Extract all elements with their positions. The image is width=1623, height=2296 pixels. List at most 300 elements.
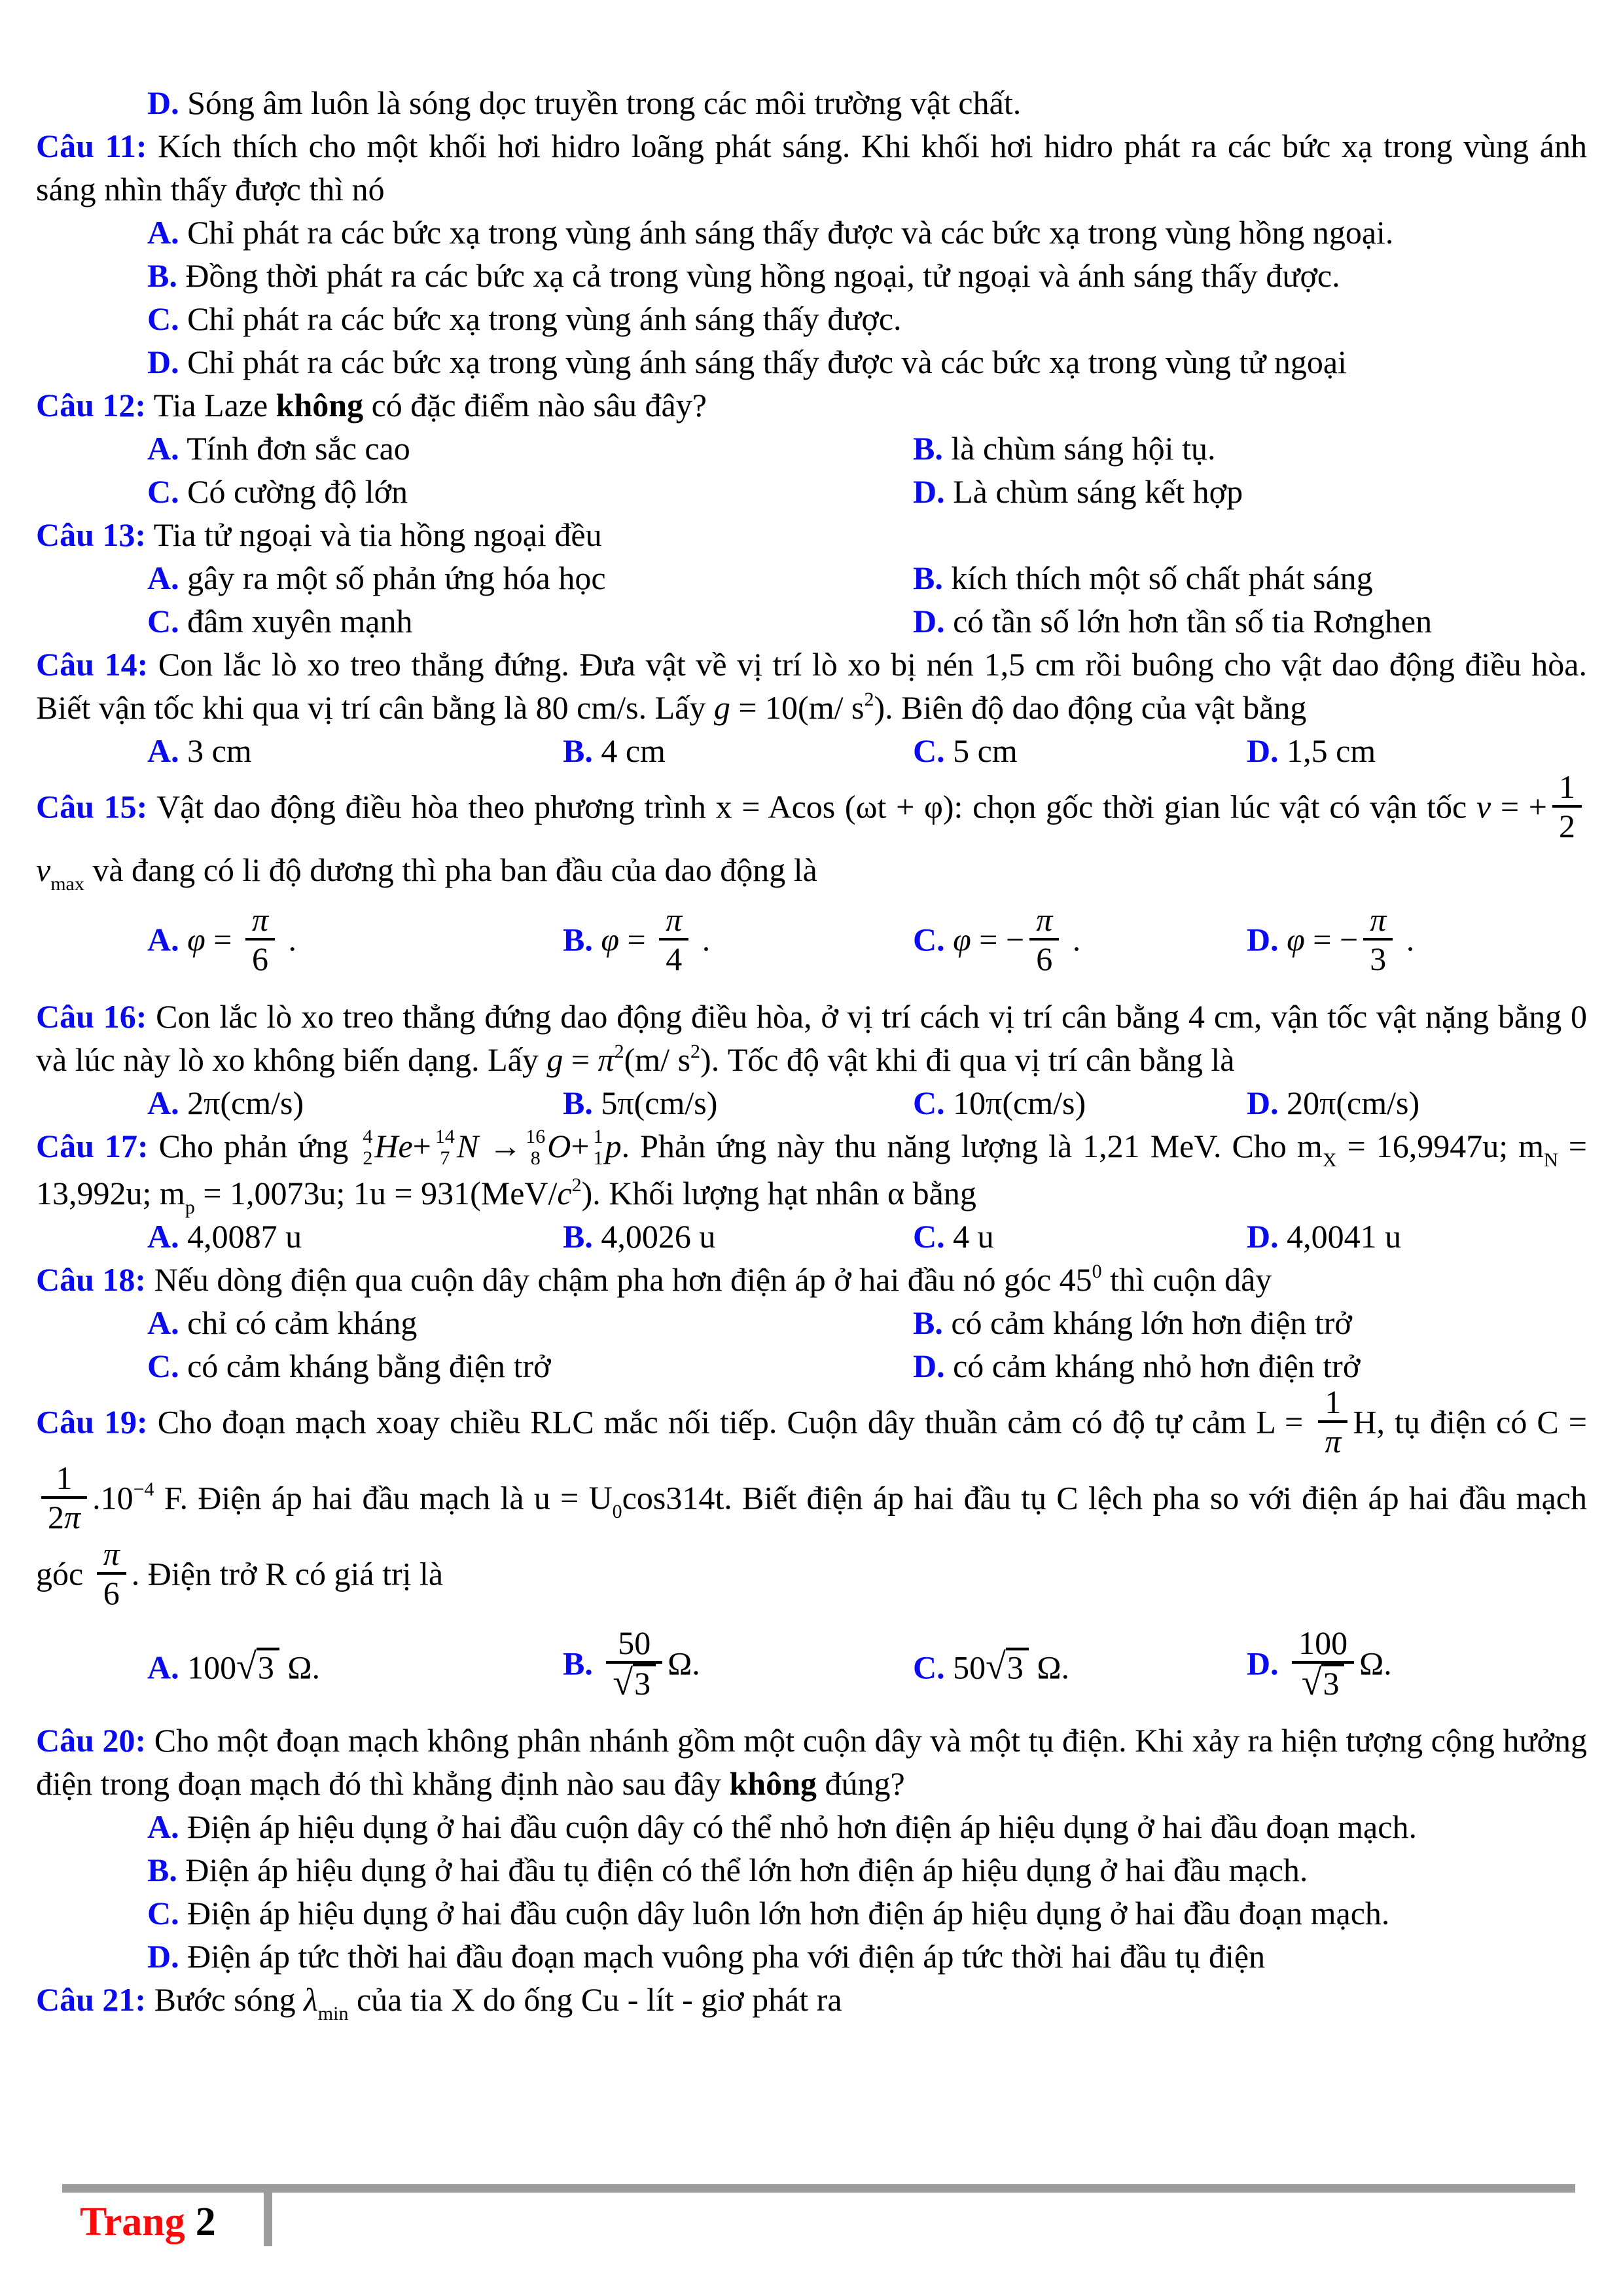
mass-number: 16 [526, 1125, 546, 1147]
option-letter: A. [147, 1304, 179, 1341]
option-letter: C. [147, 1347, 179, 1384]
italic-text: π [666, 901, 683, 938]
question-label: Câu 19: [36, 1403, 148, 1440]
text-run: + [571, 1128, 590, 1164]
superscript-group [598, 1041, 624, 1078]
text-run: . [1398, 921, 1415, 958]
option-letter: C. [147, 603, 179, 639]
option-letter: D. [913, 473, 945, 510]
option-cell [913, 1301, 1352, 1344]
question-label: Câu 20: [36, 1721, 147, 1759]
nuclide-prescripts [594, 1126, 603, 1169]
cau13-options-ab [36, 556, 1587, 600]
option-letter: B. [913, 560, 943, 596]
option-cell [563, 1624, 700, 1706]
subscript-base: m [1518, 1128, 1544, 1164]
cau15-stem [36, 768, 1587, 895]
italic-text: v [1476, 788, 1491, 825]
italic-text: π [103, 1535, 120, 1572]
text-run: gây ra một số phản ứng hóa học [179, 560, 606, 596]
text-run: 1 [56, 1459, 73, 1496]
superscript: 2 [571, 1174, 582, 1196]
option-letter: B. [913, 430, 943, 467]
option-letter: D. [1247, 921, 1279, 958]
option-cell [1247, 1081, 1419, 1124]
question-label: Câu 14: [36, 646, 149, 683]
fraction [606, 1624, 662, 1702]
text-run: . Phản ứng này thu năng lượng là 1,21 MeV. Cho [621, 1128, 1297, 1164]
italic-text: φ [1287, 921, 1305, 958]
text-run: → [478, 1128, 522, 1164]
text-run: 4 [666, 941, 683, 977]
text-run: 1,5 cm [1278, 732, 1376, 769]
element-symbol: O [547, 1128, 571, 1164]
square-root [236, 1646, 279, 1687]
cau20-option-d [36, 1935, 1587, 1978]
text-run: = 10(m/ [730, 689, 851, 726]
option-letter: B. [913, 1304, 943, 1341]
cau16-stem [36, 995, 1587, 1081]
subscript: N [1544, 1149, 1558, 1171]
fraction [1363, 901, 1393, 977]
cau20-option-a [36, 1805, 1587, 1848]
text-run: Kích thích cho một khối hơi hidro loãng phát sáng. Khi khối hơi hidro phát ra các bức xạ trong vùng ánh sáng nhìn thấy được thì nó [36, 128, 1587, 207]
nuclide-notation [431, 1125, 479, 1169]
text-run: 10π(cm/s) [944, 1085, 1086, 1121]
cau21-stem [36, 1978, 1587, 2024]
option-letter: C. [913, 1649, 945, 1686]
option-letter: D. [147, 344, 179, 380]
subscript-base: m [159, 1174, 185, 1211]
text-run: Vật dao động điều hòa theo phương trình x = Acos (ωt + φ): chọn gốc thời gian lúc vật có vận tốc [147, 788, 1476, 825]
italic-text: φ [953, 921, 971, 958]
option-cell [913, 1344, 1360, 1388]
superscript: −4 [133, 1479, 154, 1500]
fraction-denominator [659, 941, 688, 977]
bold-text: không [276, 387, 364, 423]
option-cell [563, 901, 711, 981]
text-run [593, 1645, 601, 1681]
cau13-stem [36, 513, 1587, 556]
text-run: . [280, 921, 297, 958]
subscript-group [588, 1479, 622, 1522]
subscript: max [50, 873, 84, 895]
cau15-options [36, 891, 1587, 995]
text-run: là chùm sáng hội tụ. [942, 430, 1216, 467]
italic-text: g [546, 1041, 563, 1078]
text-run: = 13,992u; [36, 1128, 1587, 1211]
question-label: Câu 18: [36, 1261, 147, 1298]
text-run: = + [1491, 788, 1547, 825]
square-root [986, 1646, 1029, 1687]
radical-sign: √ [1301, 1662, 1322, 1703]
text-run: kích thích một số chất phát sáng [942, 560, 1373, 596]
cau20-option-c [36, 1892, 1587, 1935]
atomic-number: 1 [593, 1147, 603, 1169]
subscript-base: λ [304, 1981, 318, 2018]
italic-text: π [1036, 901, 1053, 938]
option-cell [147, 1215, 302, 1258]
option-letter: A. [147, 732, 179, 769]
nuclide-notation [522, 1125, 571, 1169]
cau20-stem [36, 1719, 1587, 1805]
subscript: min [317, 2002, 349, 2024]
cau14-options [36, 729, 1587, 772]
option-letter: C. [913, 1085, 945, 1121]
text-run: . Điện trở R có giá trị là [131, 1555, 444, 1592]
text-run: Cho phản ứng [148, 1128, 359, 1164]
cau16-options [36, 1081, 1587, 1124]
italic-text: φ [601, 921, 620, 958]
question-label: Câu 17: [36, 1128, 149, 1164]
fraction-denominator [41, 1499, 87, 1535]
option-letter: B. [147, 257, 177, 294]
bold-text: không [729, 1765, 817, 1802]
text-run: Chỉ phát ra các bức xạ trong vùng ánh sáng thấy được. [179, 300, 902, 337]
footer-page-label: Trang [80, 2200, 185, 2244]
italic-text: π [251, 901, 269, 938]
text-run: 4,0026 u [592, 1217, 716, 1255]
option-letter: A. [147, 430, 179, 467]
fraction-denominator [1292, 1664, 1354, 1702]
question-label: Câu 21: [36, 1981, 147, 2018]
text-run: 6 [1036, 941, 1053, 977]
italic-text: π [64, 1498, 81, 1535]
superscript-base: c [557, 1174, 572, 1211]
nuclide-prescripts [435, 1126, 455, 1169]
nuclide-notation [359, 1125, 413, 1169]
fraction [1552, 768, 1582, 844]
text-run [593, 921, 601, 958]
footer-page-number: 2 [195, 2200, 216, 2244]
text-run: Nếu dòng điện qua cuộn dây chậm pha hơn điện áp ở hai đầu nó góc [146, 1261, 1060, 1298]
text-run: 2π(cm/s) [179, 1085, 304, 1121]
text-run: 1 [1325, 1383, 1342, 1420]
cau19-options [36, 1615, 1587, 1719]
fraction-numerator [1029, 901, 1059, 941]
text-run: Sóng âm luôn là sóng dọc truyền trong các môi trường vật chất. [179, 84, 1022, 121]
text-run: đâm xuyên mạnh [179, 603, 413, 639]
superscript-group [678, 1041, 700, 1078]
text-run: Ω. [279, 1649, 321, 1686]
text-run: Đồng thời phát ra các bức xạ cả trong vùng hồng ngoại, tử ngoại và ánh sáng thấy được. [177, 257, 1340, 294]
superscript: 0 [1092, 1260, 1102, 1282]
option-cell [147, 729, 252, 772]
italic-text: π [1325, 1422, 1342, 1460]
text-run: 5π(cm/s) [592, 1085, 718, 1121]
text-run [1279, 1645, 1287, 1681]
subscript-base: m [1296, 1128, 1323, 1164]
option-cell [147, 600, 412, 643]
option-letter: B. [563, 732, 593, 769]
fraction [245, 901, 275, 977]
question-label: Câu 15: [36, 788, 148, 825]
option-letter: A. [147, 1217, 179, 1255]
superscript-group [851, 689, 874, 726]
option-letter: D. [147, 84, 179, 121]
option-letter: C. [913, 921, 945, 958]
superscript-group [1060, 1261, 1102, 1298]
cau11-option-a [36, 211, 1587, 254]
option-cell [147, 1301, 417, 1344]
option-letter: A. [147, 214, 179, 251]
text-run [1279, 921, 1287, 958]
fraction-denominator [1552, 808, 1582, 844]
option-letter: B. [563, 921, 593, 958]
text-run: ). Khối lượng hạt nhân α bằng [581, 1174, 976, 1211]
radical-sign: √ [613, 1662, 633, 1703]
subscript-base: v [36, 852, 51, 888]
fraction-numerator [606, 1624, 662, 1664]
option-cell [1247, 729, 1376, 772]
option-cell [913, 729, 1018, 772]
element-symbol: N [456, 1128, 479, 1164]
text-run: = − [1304, 921, 1359, 958]
question-label: Câu 11: [36, 128, 147, 164]
option-letter: B. [563, 1645, 593, 1681]
text-run: Có cường độ lớn [179, 473, 408, 510]
question-label: Câu 16: [36, 998, 147, 1035]
option-letter: B. [563, 1085, 593, 1121]
text-run: cos314t. Biết điện áp hai đầu tụ C lệch pha so với điện áp hai đầu mạch góc [36, 1479, 1587, 1592]
exam-content [36, 81, 1588, 2024]
fraction [97, 1535, 126, 1611]
text-run: Cho đoạn mạch xoay chiều RLC mắc nối tiếp. Cuộn dây thuần cảm có độ tự cảm L = [147, 1403, 1313, 1440]
nuclide-prescripts [526, 1126, 545, 1169]
text-run: có đặc điểm nào sâu đây? [363, 387, 707, 423]
subscript-base: U [588, 1479, 613, 1516]
option-letter: A. [147, 921, 179, 958]
option-cell [563, 1081, 717, 1124]
text-run [945, 921, 954, 958]
subscript-group [36, 852, 84, 895]
fraction-denominator [1318, 1423, 1347, 1460]
radical-sign: √ [986, 1646, 1006, 1687]
text-run: của tia X do ống Cu - lít - giơ phát ra [348, 1981, 842, 2018]
page-footer [80, 2200, 216, 2244]
mass-number: 1 [593, 1125, 603, 1147]
text-run: = 1,0073u; 1u = 931(MeV/ [194, 1174, 558, 1211]
text-run: + [412, 1128, 431, 1164]
atomic-number: 7 [440, 1147, 450, 1169]
mass-number: 14 [435, 1125, 455, 1147]
footer-divider [62, 2184, 1575, 2193]
option-letter: D. [147, 1937, 179, 1975]
text-run: và đang có li độ dương thì pha ban đầu của dao động là [84, 852, 817, 888]
radicand: 3 [257, 1647, 279, 1684]
option-cell [913, 600, 1432, 643]
text-run: .10 [92, 1479, 134, 1516]
fraction-numerator [97, 1535, 126, 1575]
fraction-denominator [245, 941, 275, 977]
cau18-options-ab [36, 1301, 1587, 1344]
option-letter: C. [147, 473, 179, 510]
option-cell [563, 1215, 715, 1258]
option-letter: A. [147, 1649, 179, 1686]
text-run: 4,0041 u [1278, 1217, 1402, 1255]
text-run: ). Tốc độ vật khi đi qua vị trí cân bằng là [700, 1041, 1235, 1078]
atomic-number: 8 [530, 1147, 541, 1169]
text-run: 4,0087 u [179, 1217, 302, 1255]
fraction [659, 901, 688, 977]
footer-vertical-line [264, 2193, 272, 2246]
fraction-numerator [659, 901, 688, 941]
text-run: có cảm kháng bằng điện trở [179, 1347, 551, 1384]
option-cell [147, 427, 410, 470]
text-run: . [694, 921, 711, 958]
text-run: = 16,9947u; [1336, 1128, 1519, 1164]
text-run: chỉ có cảm kháng [179, 1304, 418, 1341]
text-run: (m/ [624, 1041, 678, 1078]
subscript-group [1296, 1128, 1337, 1171]
option-cell [147, 1645, 320, 1689]
square-root [1301, 1662, 1345, 1703]
option-letter: D. [1247, 1645, 1279, 1681]
text-run: 5 cm [944, 732, 1018, 769]
atomic-number: 2 [363, 1147, 373, 1169]
italic-text: π [1370, 901, 1387, 938]
option-cell [147, 470, 408, 513]
option-cell [913, 470, 1243, 513]
radicand: 3 [633, 1664, 656, 1700]
option-cell [563, 729, 666, 772]
element-symbol: p [605, 1128, 622, 1164]
option-letter: A. [147, 560, 179, 596]
element-symbol: He [374, 1128, 413, 1164]
text-run: Điện áp hiệu dụng ở hai đầu cuộn dây có thể nhỏ hơn điện áp hiệu dụng ở hai đầu đoạn mạch. [179, 1808, 1417, 1845]
cau14-stem [36, 643, 1587, 729]
text-run [179, 921, 188, 958]
text-run: 3 cm [179, 732, 252, 769]
text-run: Tia tử ngoại và tia hồng ngoại đều [146, 516, 602, 553]
option-cell [1247, 1215, 1401, 1258]
radicand: 3 [1006, 1647, 1029, 1684]
text-run: Chỉ phát ra các bức xạ trong vùng ánh sáng thấy được và các bức xạ trong vùng hồng ngoại. [179, 214, 1394, 251]
nuclide-prescripts [363, 1126, 372, 1169]
option-letter: B. [563, 1217, 593, 1255]
cau19-stem [36, 1383, 1588, 1615]
option-letter: A. [147, 1808, 179, 1845]
text-run: Con lắc lò xo treo thẳng đứng dao động điều hòa, ở vị trí cách vị trí cân bằng 4 cm, vận tốc vật nặng bằng 0 và lúc này lò xo không biến dạng. Lấy [36, 998, 1587, 1078]
option-letter: C. [147, 1894, 179, 1931]
fraction-denominator [97, 1575, 126, 1611]
fraction [1292, 1624, 1354, 1702]
text-run: 6 [252, 941, 269, 977]
text-run: 50 [944, 1649, 986, 1686]
text-run: đúng? [816, 1765, 905, 1802]
text-run: = − [971, 921, 1025, 958]
text-run: 2 [48, 1498, 64, 1535]
text-run: Bước sóng [146, 1981, 304, 2018]
cau12-stem [36, 384, 1587, 427]
option-letter: D. [1247, 732, 1279, 769]
text-run: Ω. [1359, 1645, 1392, 1681]
option-cell [913, 556, 1373, 600]
option-cell [147, 1081, 304, 1124]
cau17-options [36, 1215, 1587, 1258]
text-run: 2 [1559, 808, 1575, 844]
text-run: 4 cm [592, 732, 666, 769]
text-run: Tia Laze [146, 387, 276, 423]
option-cell [913, 1081, 1086, 1124]
text-run: Tính đơn sắc cao [179, 430, 410, 467]
text-run: 100 [1298, 1624, 1348, 1661]
text-run: có cảm kháng nhỏ hơn điện trở [944, 1347, 1361, 1384]
cau17-stem [36, 1124, 1587, 1218]
superscript: 2 [614, 1041, 624, 1062]
text-run: có tần số lớn hơn tần số tia Rơnghen [944, 603, 1433, 639]
cau18-options-cd [36, 1344, 1587, 1388]
text-run: 3 [1370, 941, 1387, 977]
text-run: F. Điện áp hai đầu mạch là u = [154, 1479, 589, 1516]
option-letter: D. [1247, 1217, 1279, 1255]
option-cell [913, 901, 1081, 981]
cau18-stem [36, 1258, 1587, 1301]
superscript-base: s [851, 689, 865, 726]
subscript: p [185, 1196, 195, 1218]
option-cell [913, 1645, 1069, 1689]
text-run: Chỉ phát ra các bức xạ trong vùng ánh sáng thấy được và các bức xạ trong vùng tử ngoại [179, 344, 1347, 380]
option-cell [913, 1215, 994, 1258]
fraction-numerator [1318, 1384, 1347, 1423]
text-run: = [563, 1041, 598, 1078]
superscript-base: s [677, 1041, 691, 1078]
question-label: Câu 13: [36, 516, 147, 553]
cau11-option-c [36, 297, 1587, 340]
cau12-options-cd [36, 470, 1587, 513]
mass-number: 4 [363, 1125, 373, 1147]
cau20-option-b [36, 1848, 1587, 1892]
text-run: Điện áp hiệu dụng ở hai đầu tụ điện có thể lớn hơn điện áp hiệu dụng ở hai đầu mạch. [177, 1851, 1308, 1888]
text-run: Điện áp hiệu dụng ở hai đầu cuộn dây luôn lớn hơn điện áp hiệu dụng ở hai đầu đoạn mạch. [179, 1894, 1390, 1931]
text-run: H, tụ điện có C = [1353, 1403, 1588, 1440]
text-run: Ω. [1028, 1649, 1070, 1686]
option-cell [913, 427, 1215, 470]
option-letter: C. [913, 1217, 945, 1255]
fraction-denominator [1029, 941, 1059, 977]
text-run: 50 [618, 1624, 651, 1661]
text-run: ). Biên độ dao động của vật bằng [874, 689, 1307, 726]
italic-text: g [713, 689, 730, 726]
square-root [613, 1662, 656, 1703]
option-letter: C. [913, 732, 945, 769]
cau13-options-cd [36, 600, 1587, 643]
fraction [41, 1460, 87, 1535]
text-run: Điện áp tức thời hai đầu đoạn mạch vuông pha với điện áp tức thời hai đầu tụ điện [179, 1937, 1266, 1975]
fraction-numerator [1552, 768, 1582, 808]
italic-text: φ [187, 921, 205, 958]
option-letter: D. [913, 603, 945, 639]
fraction-numerator [41, 1460, 87, 1499]
fraction-numerator [1363, 901, 1393, 941]
text-run: . [1064, 921, 1081, 958]
radical-sign: √ [236, 1646, 257, 1687]
text-run: thì cuộn dây [1101, 1261, 1272, 1298]
fraction-denominator [606, 1664, 662, 1702]
text-run: Là chùm sáng kết hợp [944, 473, 1243, 510]
text-run: Con lắc lò xo treo thẳng đứng. Đưa vật về vị trí lò xo bị nén 1,5 cm rồi buông cho vật dao động điều hòa. Biết vận tốc khi qua vị trí cân bằng là 80 cm/s. Lấy [36, 646, 1587, 726]
superscript-base: π [597, 1041, 615, 1078]
cau12-options-ab [36, 427, 1587, 470]
fraction-numerator [245, 901, 275, 941]
subscript: X [1322, 1149, 1337, 1171]
option-cell [147, 901, 297, 981]
cau10-option-d [36, 81, 1587, 124]
nuclide-notation [590, 1125, 622, 1169]
question-label: Câu 12: [36, 387, 147, 423]
option-cell [147, 556, 606, 600]
option-letter: B. [147, 1851, 177, 1888]
